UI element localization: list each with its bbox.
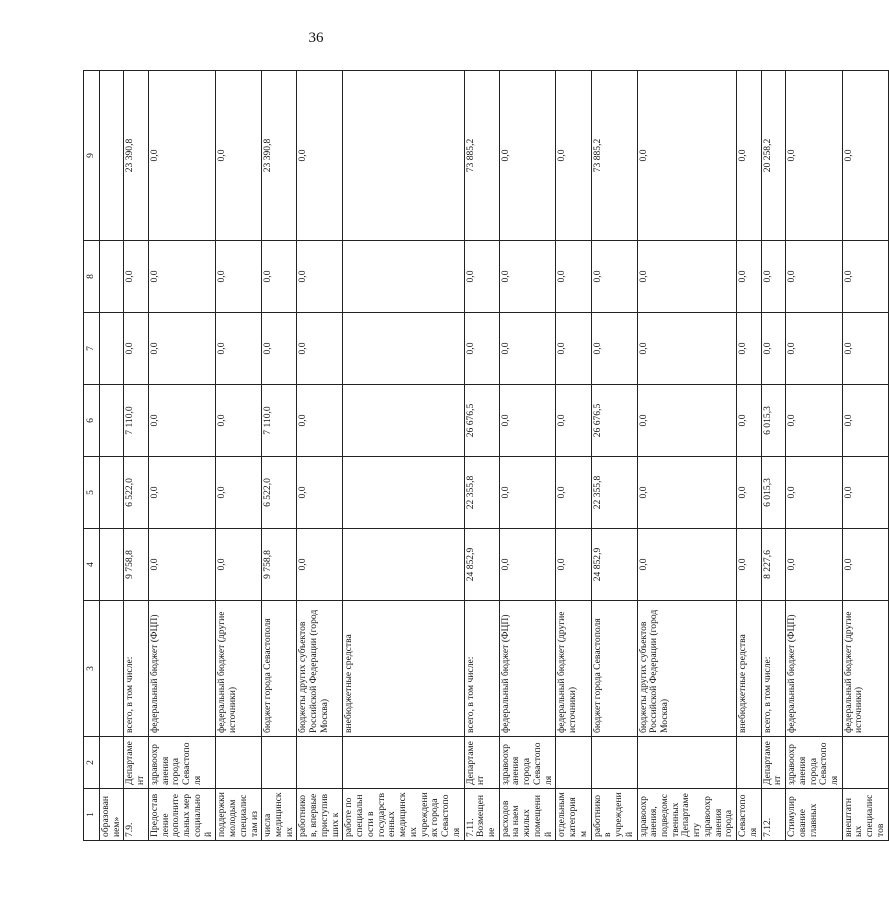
header-cell: 2: [84, 737, 100, 789]
table-cell: 0,0: [297, 385, 343, 457]
table-cell: [591, 737, 637, 789]
table-cell: [343, 241, 464, 313]
table-cell: 0,0: [216, 313, 262, 385]
table-cell: 26 676,5: [464, 385, 499, 457]
table-cell: [343, 71, 464, 241]
table-row: [216, 71, 262, 841]
table-cell: всего, в том числе:: [124, 601, 148, 737]
table-cell: [343, 529, 464, 601]
table-cell: 0,0: [637, 71, 737, 241]
table-row: [842, 71, 888, 841]
table-cell: 0,0: [464, 313, 499, 385]
header-cell: 3: [84, 601, 100, 737]
table-cell: бюджеты других субъектов Российской Федерации (город Москва): [297, 601, 343, 737]
table-row: [499, 71, 556, 841]
table-cell: Предоставление дополнительных мер социальной: [148, 789, 215, 841]
table-row: [637, 71, 737, 841]
table-cell: 0,0: [737, 529, 761, 601]
table-cell: 0,0: [556, 313, 591, 385]
table-cell: 0,0: [216, 241, 262, 313]
table-body: [84, 71, 889, 841]
table-row: [464, 71, 499, 841]
table-cell: 0,0: [216, 457, 262, 529]
table-cell: 73 885,2: [464, 71, 499, 241]
table-cell: 23 390,8: [124, 71, 148, 241]
table-cell: 0,0: [637, 313, 737, 385]
table-cell: 0,0: [842, 385, 888, 457]
table-cell: 0,0: [556, 385, 591, 457]
table-cell: 26 676,5: [591, 385, 637, 457]
table-cell: 0,0: [297, 241, 343, 313]
table-cell: 0,0: [786, 529, 843, 601]
header-cell: 9: [84, 71, 100, 241]
table-cell: Стимулирование главных: [786, 789, 843, 841]
table-cell: 7.11. Возмещение: [464, 789, 499, 841]
table-cell: 0,0: [262, 313, 297, 385]
table-cell: 6 015,3: [761, 457, 785, 529]
table-cell: 0,0: [637, 385, 737, 457]
table-cell: [343, 737, 464, 789]
table-cell: федеральный бюджет (другие источники): [216, 601, 262, 737]
table-cell: 0,0: [761, 241, 785, 313]
table-cell: 7.12.: [761, 789, 785, 841]
table-cell: [343, 313, 464, 385]
table-cell: 0,0: [842, 241, 888, 313]
table-cell: 7 110,0: [262, 385, 297, 457]
table-row: [297, 71, 343, 841]
table-cell: 0,0: [637, 529, 737, 601]
table-cell: 0,0: [148, 241, 215, 313]
table-cell: 0,0: [761, 313, 785, 385]
table-cell: 23 390,8: [262, 71, 297, 241]
table-cell: 0,0: [124, 313, 148, 385]
table-cell: [100, 737, 124, 789]
table-cell: работе по специальности в государственных медицинских учреждениях города Севастополя: [343, 789, 464, 841]
table-cell: [100, 71, 124, 241]
table-cell: 9 758,8: [262, 529, 297, 601]
table-row: [262, 71, 297, 841]
table-cell: 0,0: [499, 385, 556, 457]
table-cell: Департамент: [124, 737, 148, 789]
table-cell: 0,0: [591, 241, 637, 313]
table-cell: [100, 241, 124, 313]
header-cell: 7: [84, 313, 100, 385]
rotated-table-sheet: [83, 71, 886, 841]
table-cell: [262, 737, 297, 789]
table-cell: [100, 529, 124, 601]
table-cell: 0,0: [842, 457, 888, 529]
table-cell: всего, в том числе:: [761, 601, 785, 737]
table-cell: работников, впервые приступивших к: [297, 789, 343, 841]
table-row: [148, 71, 215, 841]
table-cell: [343, 457, 464, 529]
table-cell: 0,0: [842, 313, 888, 385]
table-cell: 0,0: [786, 241, 843, 313]
header-cell: 6: [84, 385, 100, 457]
table-cell: числа медицинских: [262, 789, 297, 841]
table-cell: бюджеты других субъектов Российской Федерации (город Москва): [637, 601, 737, 737]
table-cell: 0,0: [556, 457, 591, 529]
table-row: [100, 71, 124, 841]
table-cell: 0,0: [297, 457, 343, 529]
table-cell: внебюджетные средства: [737, 601, 761, 737]
table-cell: 0,0: [556, 71, 591, 241]
table-cell: здравоохранения города Севастополя: [786, 737, 843, 789]
table-cell: 0,0: [786, 71, 843, 241]
table-cell: бюджет города Севастополя: [591, 601, 637, 737]
table-cell: Севастополя: [737, 789, 761, 841]
table-cell: 0,0: [216, 71, 262, 241]
table-cell: 0,0: [786, 457, 843, 529]
table-cell: здравоохранения города Севастополя: [499, 737, 556, 789]
table-cell: отдельным категориям: [556, 789, 591, 841]
table-cell: расходов на наем жилых помещений: [499, 789, 556, 841]
table-cell: федеральный бюджет (ФЦП): [786, 601, 843, 737]
table-cell: 24 852,9: [591, 529, 637, 601]
table-cell: 0,0: [637, 457, 737, 529]
table-cell: Департамент: [464, 737, 499, 789]
table-cell: федеральный бюджет (другие источники): [842, 601, 888, 737]
table-cell: [737, 737, 761, 789]
table-cell: [297, 737, 343, 789]
table-cell: 0,0: [842, 71, 888, 241]
table-cell: 0,0: [737, 313, 761, 385]
table-cell: 0,0: [148, 457, 215, 529]
table-cell: 0,0: [737, 385, 761, 457]
table-cell: федеральный бюджет (ФЦП): [499, 601, 556, 737]
table-row: [591, 71, 637, 841]
table-cell: федеральный бюджет (другие источники): [556, 601, 591, 737]
table-cell: 0,0: [148, 71, 215, 241]
header-cell: 4: [84, 529, 100, 601]
table-cell: 0,0: [499, 241, 556, 313]
table-cell: 0,0: [148, 385, 215, 457]
table-cell: 0,0: [148, 529, 215, 601]
header-cell: 1: [84, 789, 100, 841]
header-cell: 5: [84, 457, 100, 529]
table-cell: [343, 385, 464, 457]
table-cell: [556, 737, 591, 789]
table-cell: 0,0: [786, 313, 843, 385]
table-cell: 22 355,8: [464, 457, 499, 529]
table-cell: здравоохранения, подведомственных Департаменту здравоохранения города: [637, 789, 737, 841]
table-cell: 7.9.: [124, 789, 148, 841]
table-cell: 0,0: [737, 457, 761, 529]
table-cell: 0,0: [737, 71, 761, 241]
table-cell: 0,0: [556, 241, 591, 313]
table-cell: [100, 385, 124, 457]
table-cell: федеральный бюджет (ФЦП): [148, 601, 215, 737]
table-cell: 6 522,0: [262, 457, 297, 529]
table-cell: 7 110,0: [124, 385, 148, 457]
table-cell: Департамент: [761, 737, 785, 789]
header-row: [84, 71, 100, 841]
table-cell: 0,0: [216, 529, 262, 601]
page-number: 36: [308, 30, 324, 46]
table-row: [343, 71, 464, 841]
table-cell: [842, 737, 888, 789]
table-cell: 0,0: [556, 529, 591, 601]
table-cell: 0,0: [262, 241, 297, 313]
table-cell: поддержки молодым специалистам из: [216, 789, 262, 841]
table-cell: 8 227,6: [761, 529, 785, 601]
table-row: [556, 71, 591, 841]
table-cell: 0,0: [499, 457, 556, 529]
table-row: [761, 71, 785, 841]
budget-table: [83, 70, 889, 841]
table-cell: внештатных специалистов: [842, 789, 888, 841]
table-cell: 0,0: [216, 385, 262, 457]
table-cell: 9 758,8: [124, 529, 148, 601]
table-cell: 73 885,2: [591, 71, 637, 241]
table-cell: 22 355,8: [591, 457, 637, 529]
table-cell: 20 258,2: [761, 71, 785, 241]
table-cell: 0,0: [499, 529, 556, 601]
table-cell: бюджет города Севастополя: [262, 601, 297, 737]
table-cell: 0,0: [499, 313, 556, 385]
table-cell: [216, 737, 262, 789]
table-cell: 0,0: [499, 71, 556, 241]
table-cell: образованием»: [100, 789, 124, 841]
table-cell: 0,0: [124, 241, 148, 313]
table-cell: 6 522,0: [124, 457, 148, 529]
table-cell: 6 015,3: [761, 385, 785, 457]
table-cell: 0,0: [464, 241, 499, 313]
table-cell: 0,0: [637, 241, 737, 313]
table-cell: 0,0: [297, 71, 343, 241]
table-row: [737, 71, 761, 841]
table-cell: 0,0: [786, 385, 843, 457]
table-cell: работников учреждений: [591, 789, 637, 841]
table-row: [124, 71, 148, 841]
table-cell: [100, 601, 124, 737]
table-cell: 0,0: [737, 241, 761, 313]
table-cell: [637, 737, 737, 789]
table-cell: 24 852,9: [464, 529, 499, 601]
table-cell: 0,0: [297, 529, 343, 601]
table-cell: здравоохранения города Севастополя: [148, 737, 215, 789]
table-cell: 0,0: [591, 313, 637, 385]
table-cell: [100, 313, 124, 385]
header-cell: 8: [84, 241, 100, 313]
table-row: [786, 71, 843, 841]
table-cell: [100, 457, 124, 529]
table-cell: всего, в том числе:: [464, 601, 499, 737]
table-cell: 0,0: [148, 313, 215, 385]
table-cell: внебюджетные средства: [343, 601, 464, 737]
table-cell: 0,0: [842, 529, 888, 601]
table-cell: 0,0: [297, 313, 343, 385]
